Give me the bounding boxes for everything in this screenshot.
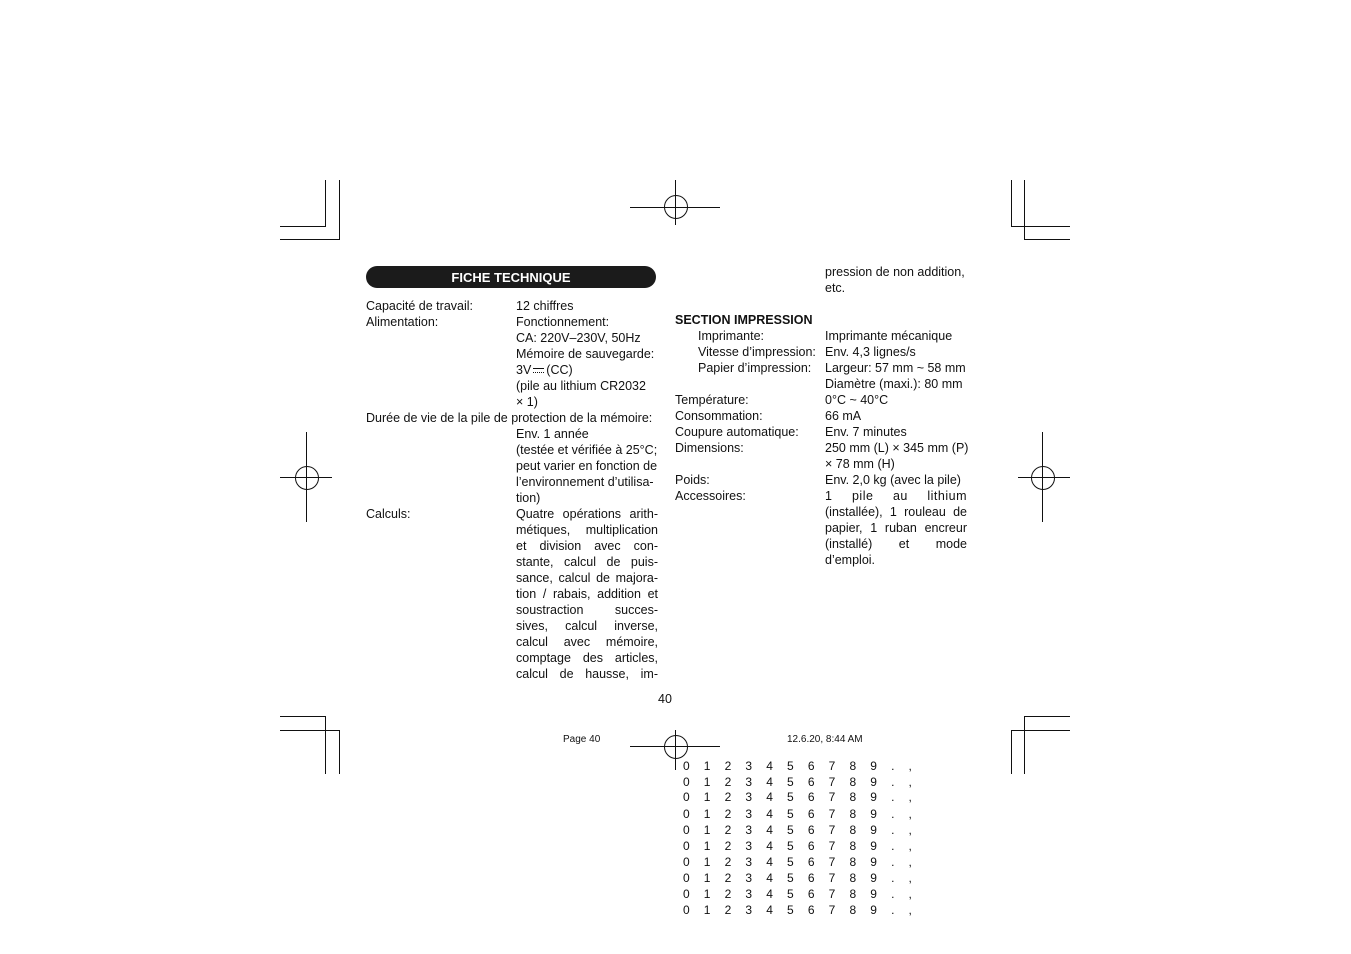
- consommation-label: Consommation:: [675, 409, 763, 423]
- accessoires-label: Accessoires:: [675, 489, 746, 503]
- accessoires-value: 1 pile au lithium (installée), 1 rouleau de papier, 1 ruban encreur (installé) et mode d’emploi.: [825, 489, 967, 567]
- capacite-label: Capacité de travail:: [366, 299, 474, 313]
- coupure-value: Env. 7 minutes: [825, 425, 907, 439]
- dimensions-label: Dimensions:: [675, 441, 744, 455]
- number-strip-row: 0 1 2 3 4 5 6 7 8 9 . ,: [683, 839, 918, 853]
- alimentation-label: Alimentation:: [366, 315, 439, 329]
- alimentation-value: Fonctionnement: CA: 220V–230V, 50Hz Mémoire de sauvegarde: 3V (CC) (pile au lithium CR2032 × 1): [516, 315, 655, 409]
- number-strip-row: 0 1 2 3 4 5 6 7 8 9 . ,: [683, 903, 918, 917]
- calculs-value: Quatre opérations arith- métiques, multiplication et division avec con- stante, calcul de puis- sance, calcul de majora- tion / rabais, addition et soustraction succes- sives, calcul inverse, calcul avec mémoire, comptage des articles, calcul de hausse, im-: [516, 507, 658, 681]
- dc-symbol-icon: [533, 368, 544, 374]
- vitesse-label: Vitesse d’impression:: [698, 345, 816, 359]
- temperature-label: Température:: [675, 393, 749, 407]
- papier-value: Largeur: 57 mm ~ 58 mm Diamètre (maxi.): 80 mm: [825, 361, 966, 391]
- page-number: 40: [658, 692, 672, 706]
- number-strip-row: 0 1 2 3 4 5 6 7 8 9 . ,: [683, 759, 918, 773]
- number-strip-row: 0 1 2 3 4 5 6 7 8 9 . ,: [683, 790, 918, 804]
- section-header-fiche-technique: FICHE TECHNIQUE: [366, 266, 656, 288]
- imprimante-label: Imprimante:: [698, 329, 764, 343]
- number-strip-row: 0 1 2 3 4 5 6 7 8 9 . ,: [683, 807, 918, 821]
- consommation-value: 66 mA: [825, 409, 862, 423]
- imprimante-value: Imprimante mécanique: [825, 329, 953, 343]
- poids-value: Env. 2,0 kg (avec la pile): [825, 473, 961, 487]
- number-strip-row: 0 1 2 3 4 5 6 7 8 9 . ,: [683, 823, 918, 837]
- footer-datetime: 12.6.20, 8:44 AM: [787, 734, 863, 745]
- number-strip-row: 0 1 2 3 4 5 6 7 8 9 . ,: [683, 775, 918, 789]
- poids-label: Poids:: [675, 473, 710, 487]
- dimensions-value: 250 mm (L) × 345 mm (P) × 78 mm (H): [825, 441, 969, 471]
- number-strip-row: 0 1 2 3 4 5 6 7 8 9 . ,: [683, 871, 918, 885]
- number-strip-row: 0 1 2 3 4 5 6 7 8 9 . ,: [683, 855, 918, 869]
- section-impression-title: SECTION IMPRESSION: [675, 313, 813, 327]
- temperature-value: 0°C ~ 40°C: [825, 393, 889, 407]
- number-strip-row: 0 1 2 3 4 5 6 7 8 9 . ,: [683, 887, 918, 901]
- footer-page: Page 40: [563, 734, 601, 745]
- capacite-value: 12 chiffres: [516, 299, 574, 313]
- coupure-label: Coupure automatique:: [675, 425, 799, 439]
- duree-label: Durée de vie de la pile de protection de la mémoire:: [366, 411, 653, 425]
- calculs-label: Calculs:: [366, 507, 411, 521]
- papier-label: Papier d’impression:: [698, 361, 812, 375]
- vitesse-value: Env. 4,3 lignes/s: [825, 345, 916, 359]
- duree-value: Env. 1 année (testée et vérifiée à 25°C; peut varier en fonction de l’environnement d’utilisa- tion): [516, 427, 658, 505]
- calculs-continuation: pression de non addition, etc.: [825, 265, 965, 295]
